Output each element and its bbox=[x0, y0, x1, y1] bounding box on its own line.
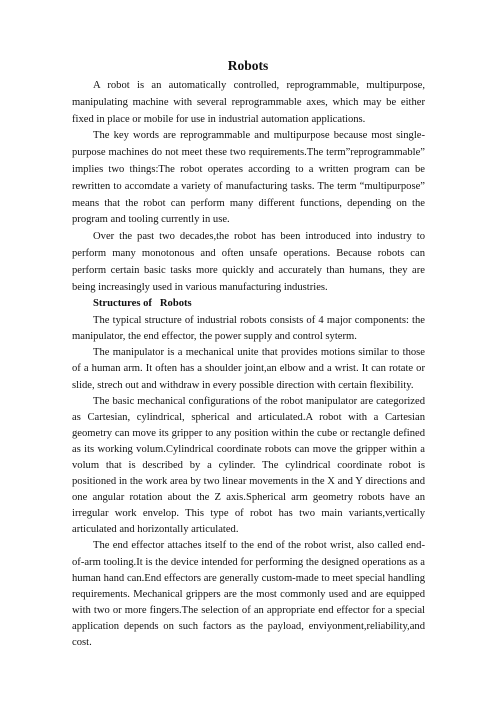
paragraph-history: Over the past two decades,the robot has been introduced into industry to perform many monotonous and often unsafe operations. Because robots can perform certain basic tasks more quickly and accurately than humans, they are being increasingly used in various manufacturing industries. bbox=[72, 231, 425, 293]
paragraph-key-words: The key words are reprogrammable and multipurpose because most single-purpose machines do not meet these two requirements.The term”reprogrammable” implies two things:The robot operates according to a written program can be rewritten to accomdate a variety of manufacturing tasks. The term “multipurpose” means that the robot can perform many different functions, depending on the program and tooling currently in use. bbox=[72, 130, 425, 226]
paragraph-structure: The typical structure of industrial robots consists of 4 major components: the manipulator, the end effector, the power supply and control syterm. bbox=[72, 315, 425, 343]
document-title: Robots bbox=[227, 58, 269, 73]
section-heading: Structures of Robots bbox=[93, 298, 192, 310]
document-body bbox=[72, 78, 425, 651]
paragraph-configurations: The basic mechanical configurations of the robot manipulator are categorized as Cartesian, cylindrical, spherical and articulated.A robot with a Cartesian geometry can move its gripper to any position within the cube or rectangle defined as its working volum.Cylindrical coordinate robots can move the gripper within a volum that is described by a cylinder. The cylindrical coordinate robot is positioned in the work area by two linear movements in the X and Y directions and one angular rotation about the Z axis.Spherical arm geometry robots have an irregular work envelop. This type of robot has two main variants,vertically articulated and horizontally articulated. bbox=[72, 395, 425, 536]
paragraph-manipulator: The manipulator is a mechanical unite that provides motions similar to those of a human arm. It often has a shoulder joint,an elbow and a wrist. It can rotate or slide, strech out and withdraw in every possible direction with certain flexibility. bbox=[72, 347, 425, 391]
paragraph-end-effector: The end effector attaches itself to the end of the robot wrist, also called end-of-arm tooling.It is the device intended for performing the designed operations as a human hand can.End effectors are generally custom-made to meet special handling requirements. Mechanical grippers are the most commonly used and are equipped with two or more fingers.The selection of an appropriate end effector for a special application depends on such factors as the payload, enviyonment,reliability,and cost. bbox=[72, 540, 425, 649]
paragraph-definition: A robot is an automatically controlled, reprogrammable, multipurpose, manipulating machine with several reprogrammable axes, which may be either fixed in place or mobile for use in industrial automation applications. bbox=[72, 80, 425, 125]
